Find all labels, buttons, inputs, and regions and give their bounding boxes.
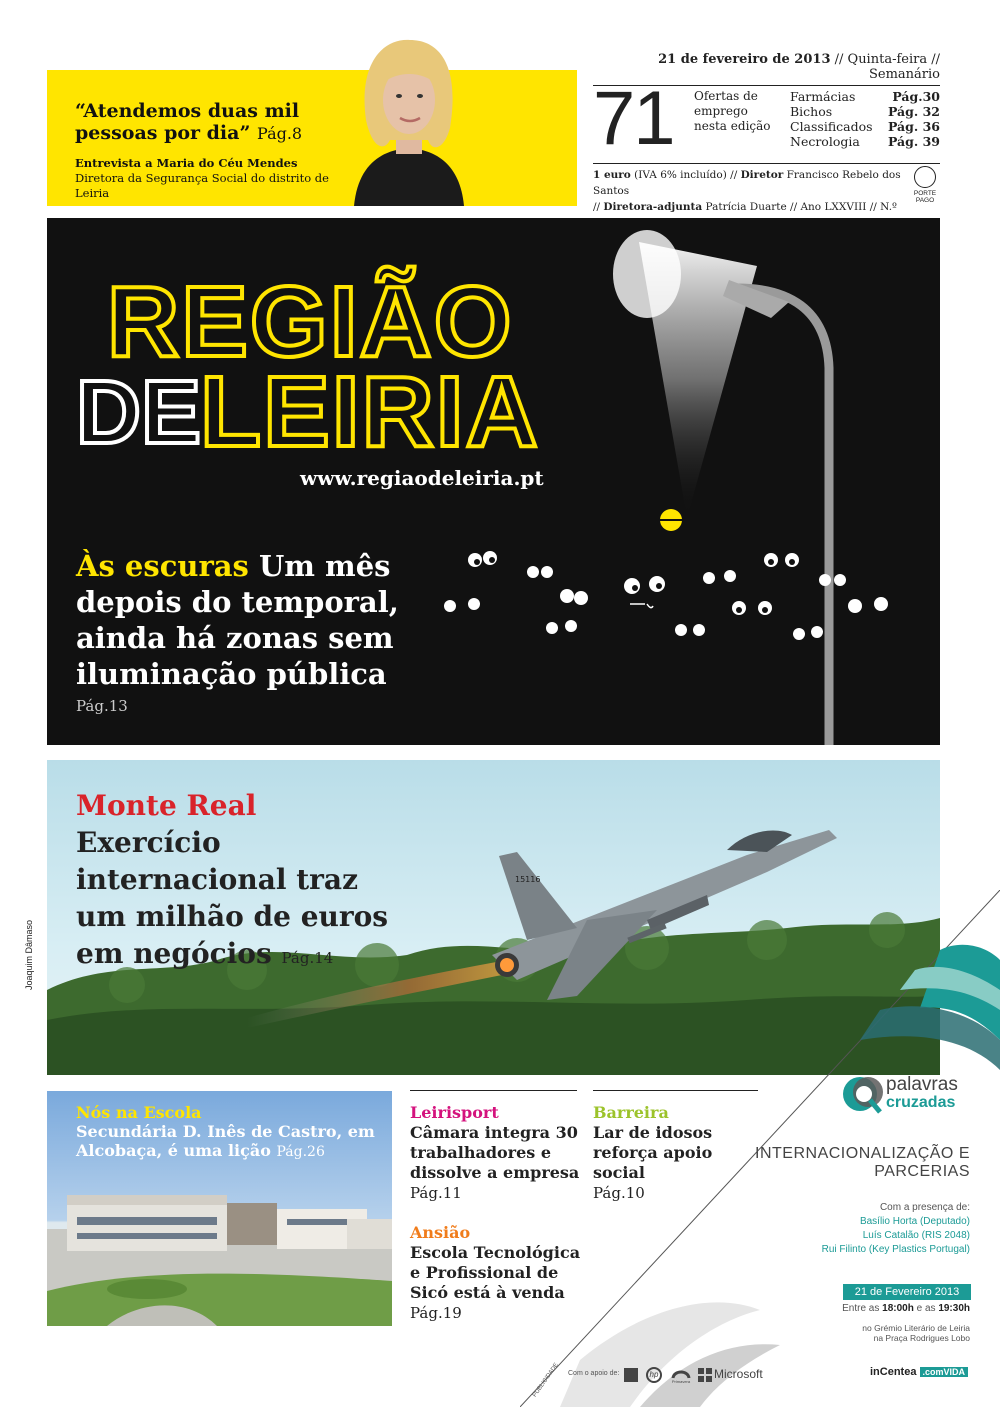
- sponsor-logo-icon: [624, 1368, 638, 1382]
- jobs-count: 71: [593, 76, 674, 161]
- interview-page: Pág.8: [257, 124, 303, 143]
- microsoft-label: Microsoft: [714, 1367, 763, 1381]
- primavera-logo-icon: [670, 1366, 692, 1384]
- story-page: Pág.11: [410, 1184, 462, 1202]
- story-barreira[interactable]: Barreira Lar de idosos reforça apoio social Pág.10: [593, 1103, 713, 1202]
- eyes-in-dark: [444, 551, 888, 640]
- story-ansiao[interactable]: Ansião Escola Tecnológica e Profissional de Sicó está à venda Pág.19: [410, 1223, 581, 1322]
- ad-date-badge: 21 de Fevereiro 2013: [843, 1284, 971, 1300]
- imprint: 1 euro (IVA 6% incluído) // Diretor Francisco Rebelo dos Santos // Diretora-adjunta Patrícia Duarte // Ano LXXVIII // N.º: [593, 169, 901, 213]
- incentea-logo: inCentea .comVIDA: [870, 1366, 968, 1378]
- story-page: Pág.10: [593, 1184, 645, 1202]
- jobs-label: Ofertas de emprego nesta edição: [694, 89, 771, 133]
- interview-description: Entrevista a Maria do Céu Mendes Diretora da Segurança Social do distrito de Leiria: [75, 156, 329, 200]
- header-rule: [593, 163, 940, 164]
- microsoft-logo-icon: [698, 1368, 712, 1382]
- index-row[interactable]: Bichos Pág. 32: [790, 104, 940, 119]
- hero-kicker: Às escuras: [76, 549, 249, 583]
- jet-kicker: Monte Real: [76, 789, 257, 822]
- palavras-cruzadas-logo-icon: [840, 1072, 886, 1118]
- hp-logo-icon: hp: [646, 1367, 662, 1383]
- interview-quote: “Atendemos duas mil pessoas por dia” Pág.8: [75, 100, 303, 144]
- ad-publicidade-label: PUBLICIDADE: [532, 1362, 560, 1399]
- school-page: Pág.26: [276, 1144, 325, 1160]
- hero-page: Pág.13: [76, 697, 128, 715]
- portrait-image: [344, 32, 474, 206]
- website-link[interactable]: www.regiaodeleiria.pt: [300, 466, 544, 490]
- ad-support-label: Com o apoio de:: [568, 1370, 620, 1377]
- primavera-label: Primavera: [671, 1379, 691, 1384]
- story-kicker: Ansião: [410, 1223, 471, 1242]
- dateline: 21 de fevereiro de 2013 // Quinta-feira // Semanário: [593, 52, 940, 86]
- jet-tail-number: 15116: [515, 875, 541, 884]
- index-row[interactable]: Farmácias Pág.30: [790, 89, 940, 104]
- jet-page: Pág.14: [281, 949, 334, 967]
- masthead-regiao: REGIÃO: [107, 266, 514, 378]
- index-row[interactable]: Classificados Pág. 36: [790, 119, 940, 134]
- masthead-de: DE: [76, 363, 202, 463]
- interview-box[interactable]: [47, 70, 577, 206]
- story-kicker: Barreira: [593, 1103, 669, 1122]
- ad-guest-list: Com a presença de: Basílio Horta (Deputado) Luís Catalão (RIS 2048) Rui Filinto (Key Plastics Portugal): [821, 1202, 970, 1255]
- school-kicker: Nós na Escola: [76, 1103, 202, 1122]
- ad-time: Entre as 18:00h e as 19:30h: [842, 1303, 970, 1314]
- ad-brand: palavras cruzadas: [886, 1074, 958, 1111]
- section-index: [790, 89, 940, 149]
- jet-headline[interactable]: Monte Real Exercício internacional traz um milhão de euros em negócios Pág.14: [76, 789, 389, 970]
- ad-subtitle: INTERNACIONALIZAÇÃO E PARCERIAS: [755, 1145, 970, 1180]
- masthead-leiria: LEIRIA: [200, 356, 540, 468]
- index-row[interactable]: Necrologia Pág. 39: [790, 134, 940, 149]
- porte-pago-seal: PORTE PAGO: [909, 166, 941, 204]
- story-page: Pág.19: [410, 1304, 462, 1322]
- school-headline[interactable]: Nós na Escola Secundária D. Inês de Castro, em Alcobaça, é uma lição Pág.26: [76, 1103, 375, 1160]
- story-leirisport[interactable]: Leirisport Câmara integra 30 trabalhadores e dissolve a empresa Pág.11: [410, 1103, 580, 1202]
- hero-headline[interactable]: Às escuras Um mês depois do temporal, ainda há zonas sem iluminação pública: [76, 549, 399, 691]
- seal-icon: [914, 166, 936, 188]
- photo-credit: Joaquim Dâmaso: [24, 919, 34, 990]
- story-kicker: Leirisport: [410, 1103, 499, 1122]
- ad-venue: no Grémio Literário de Leiria na Praça Rodrigues Lobo: [862, 1323, 970, 1343]
